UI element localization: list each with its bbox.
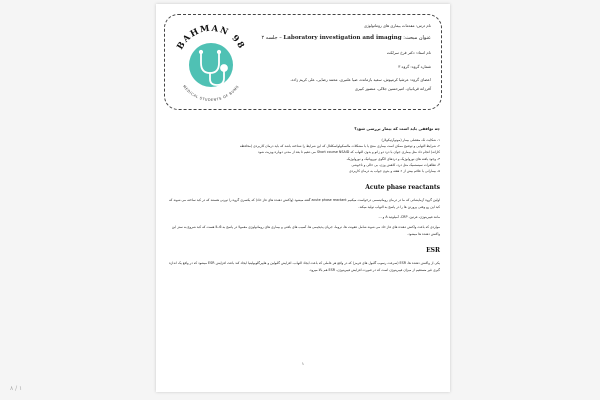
document-body <box>168 122 440 277</box>
topic-suffix: – جلسه ۲ <box>261 35 282 42</box>
section-heading-esr: ESR <box>426 247 440 255</box>
document-page <box>156 4 450 392</box>
group-members-continued: آفرزانه قربانیان، امیرحسین جلالی، منصور کبیری <box>354 86 431 92</box>
logo-top-text: BAHMAN 98 <box>175 23 247 52</box>
topic-line <box>245 36 431 41</box>
group-members: اعضای گروه: عرشیا کرمپوش، سعید بازمانده، ضیا علنبری، محمد رضایی، علی کریم زاده، <box>290 76 431 82</box>
list-item: ۱- شکایت تک مفصلی بیمار (مونوآرتیکولار) <box>381 138 440 142</box>
paragraph: اولین گروه آزمایشاتی که ما در درمان روماتیسمی درخواست میکنیم acute phase reactant گفته میشود (واکنش دهنده های فاز حاد) که یکسری گروه را تورنی هستند که در کبد ساخته می شوند که کبد این رو وقتی پرورتن ها را در پاسخ به التهاب تولید میکند. <box>168 198 440 209</box>
course-name: نام درس: مقدمات بیماری های روماتولوژی <box>363 23 431 28</box>
paragraph: یکی از واکنش دهنده ها، ESR (سرعت رسوب گلبول های قرمز) که در واقع هر عاملی که باعث ایجاد التهاب، افزایش گلبولین و هایپرگلوبولینیا ایجاد کند باعث افزایش ESR میشود که در واقع یک اندازه گیری غیر مستقیم از میزان فیبرینوژن است که در صورت افزایش فیبرینوژن، ESR هم بالا میرود. <box>168 261 440 272</box>
logo-bottom-text: MEDICAL STUDENTS OF BUMS <box>182 84 240 103</box>
paragraph: مانند فیبرینوژن، فرتین، CRP، آمیلوئید A و ... <box>378 215 440 220</box>
page-counter: ۸ / ۱ <box>10 385 23 392</box>
list-item: ۲- شرایط التهابی و توضیح ممکن است بیماری منتج یا با مشکلات مالسکولواسکلتال که این شرایط را شناخته باشد که باید درمان کاربردی (محافظه <box>239 144 440 149</box>
paragraph: مواردی که باعث واکنش دهنده های فاز حاد می شوند شامل عفونت ها، تروما، جریان پذیجیمی ها، آسیب های بافتی و بیماری های روماتولوژی معمولا در پاسخ به IL-6 هست که کبد شروع به ستز این واکنش دهنده ها میشود. <box>171 225 440 236</box>
group-number: شماره گروه: گروه ۳ <box>398 63 431 69</box>
list-item: ۵- بیمارانی با علائم بیش از ۶ هفته و بدون جواب به درمان کاربردی <box>348 169 440 174</box>
list-item: ۴- تظاهرات سیستمیک مثل درد، کاهش وزن، بی حالی و ناخوشی <box>351 162 440 167</box>
question-title: چه توافقی باید است که بیمار بررسی شود؟ <box>354 126 440 131</box>
list-item: کارانه) انجام داد مثل بیماری جوان با درد دو زانو و بدون التهاب که Short course NSAID می دهیم تا بعد از مدتی دوباره ویزیت شود <box>258 150 440 155</box>
header-info <box>245 23 431 99</box>
header-frame <box>164 14 442 110</box>
bahman-98-logo <box>169 21 253 105</box>
list-item: ۳- وجود یافته های نورولوژیک و دردهای الگوی نوروپاتیک و نورولوژیک <box>346 156 440 161</box>
section-heading-acute-phase: Acute phase reactants <box>365 184 440 192</box>
page-number: ۱ <box>301 361 305 366</box>
topic-title: Laboratory investigation and imaging <box>283 35 402 42</box>
topic-prefix: عنوان مبحث: <box>403 35 431 42</box>
professor-name: نام استاد: دکتر فرخ سرلکت <box>386 50 431 56</box>
